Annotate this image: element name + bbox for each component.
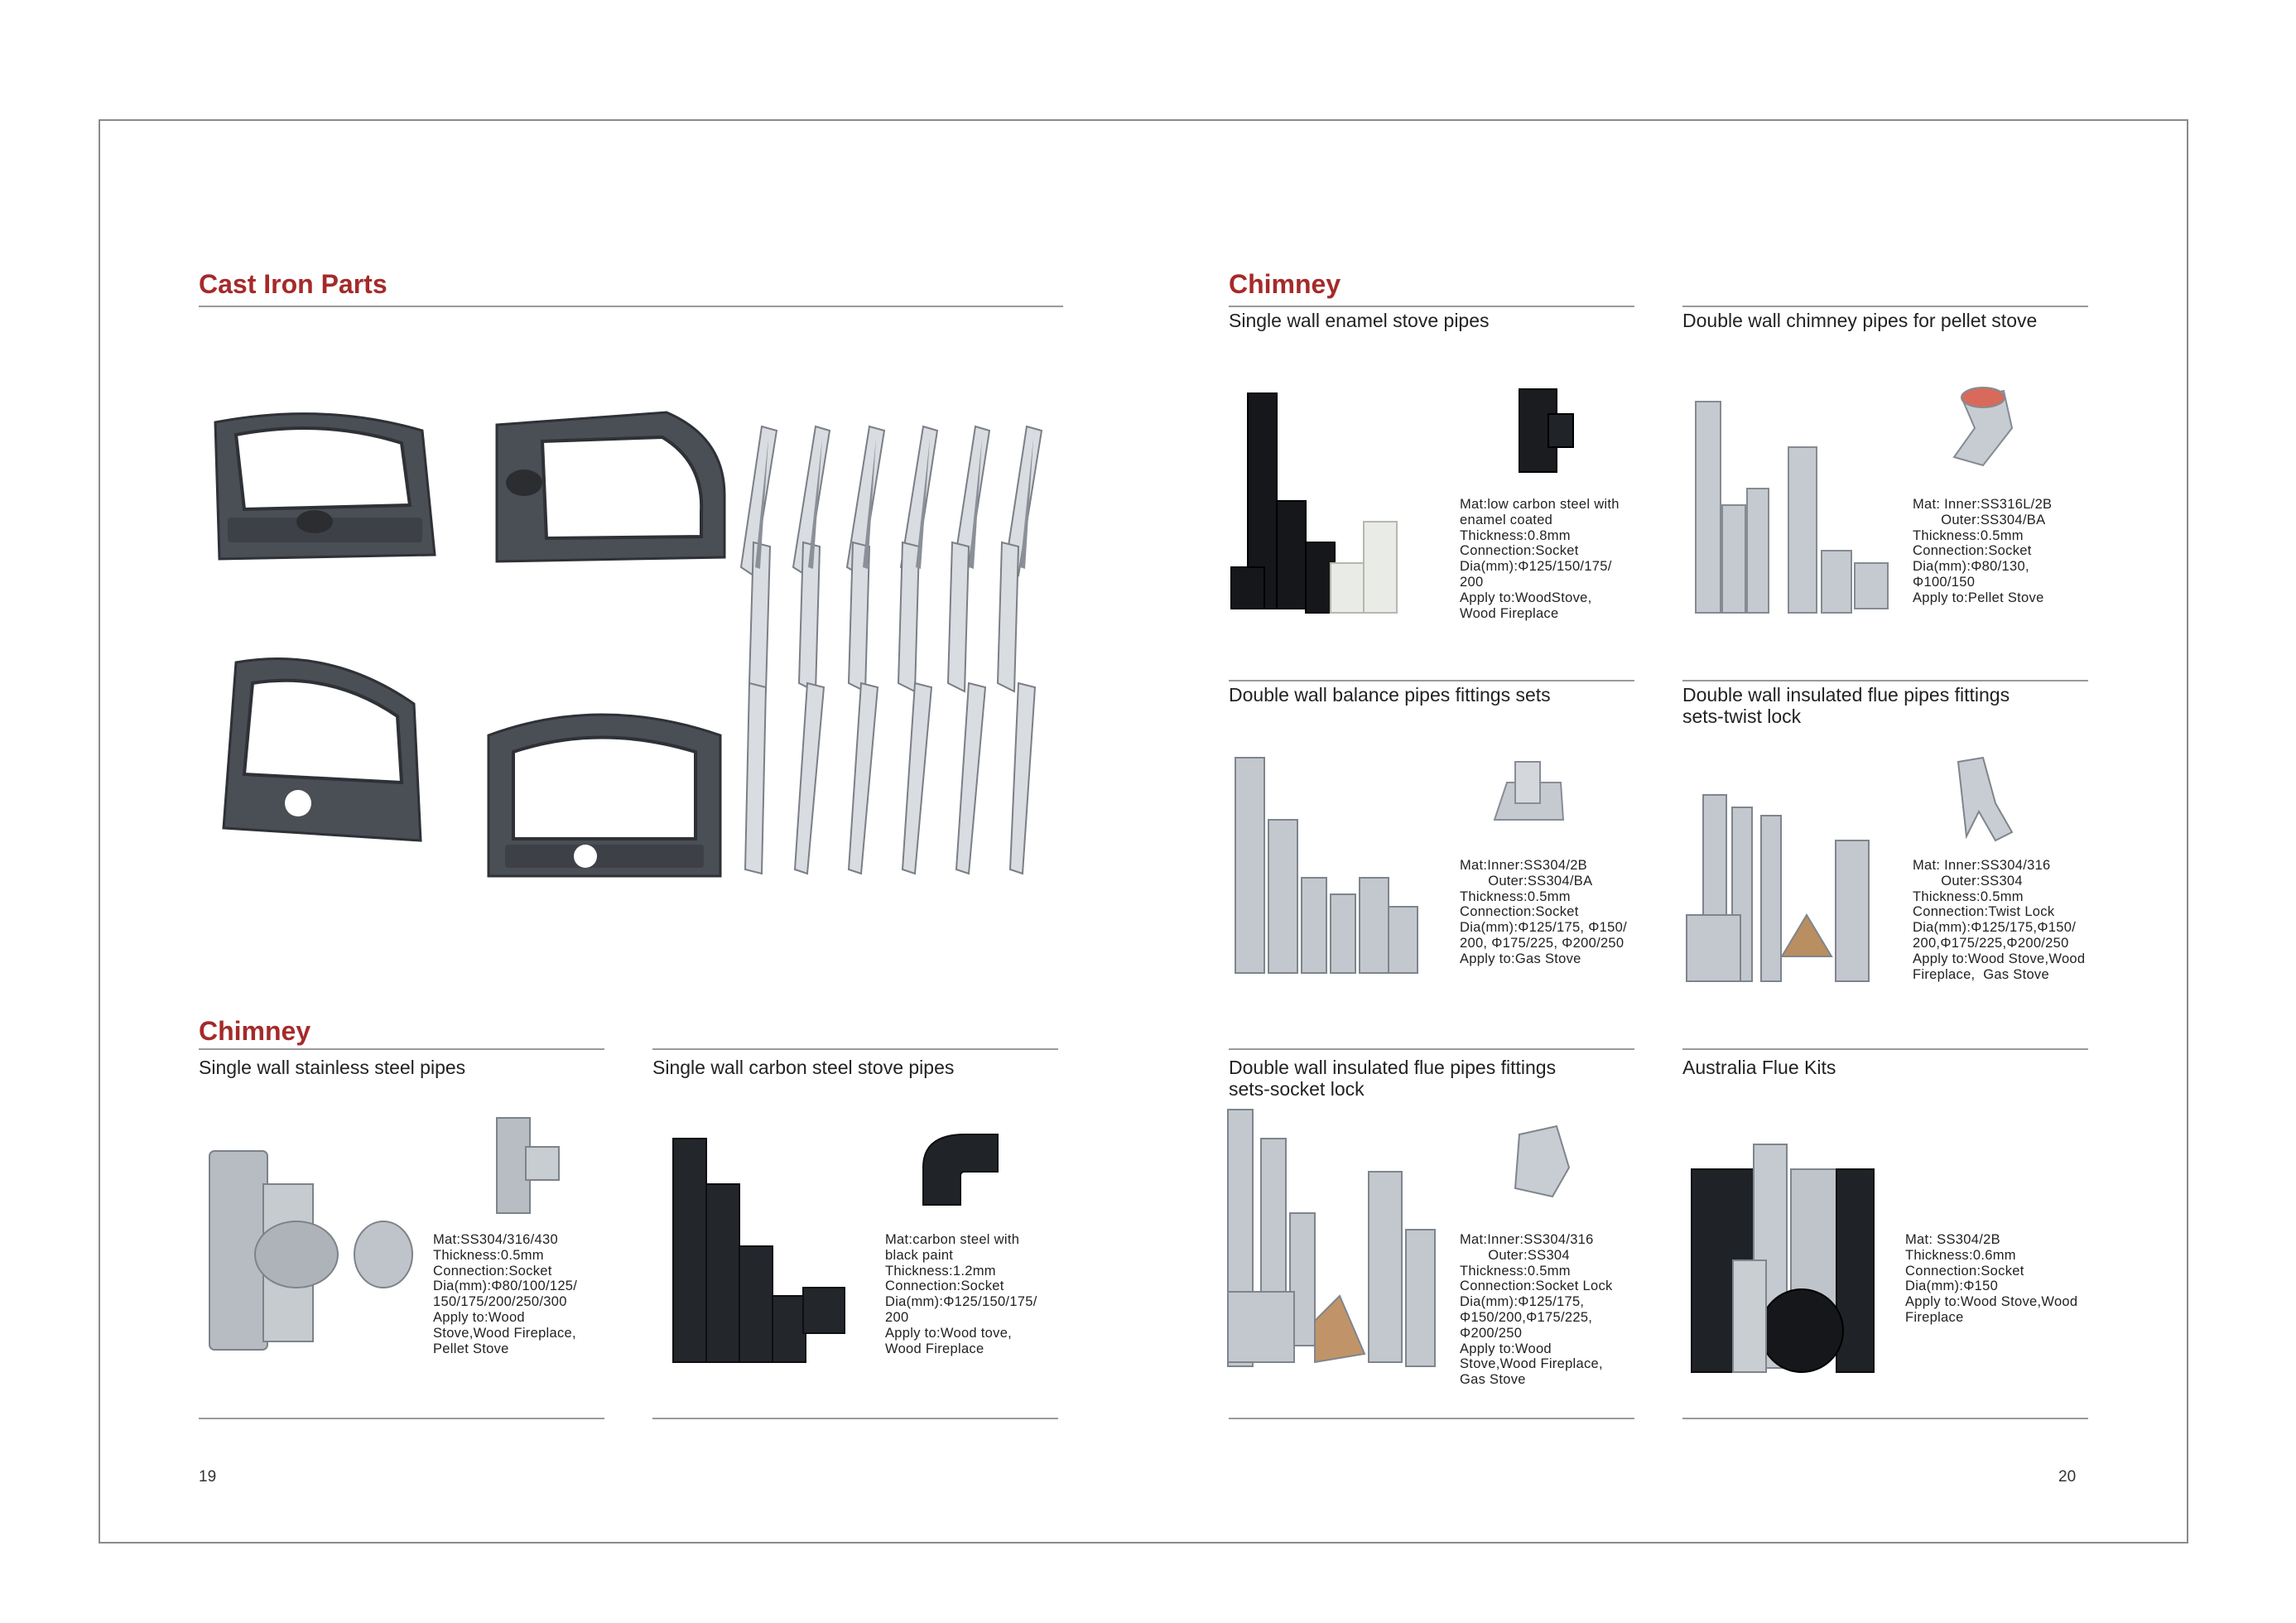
right-bottom-rule-2 (1682, 1418, 2088, 1419)
enamel-pipes-image (1227, 389, 1409, 621)
product-title-stainless-pipes: Single wall stainless steel pipes (199, 1057, 466, 1078)
cast-iron-grate-bars-image (737, 418, 1052, 882)
balance-pipes-image (1227, 754, 1422, 977)
right-rule-mid-1 (1229, 680, 1634, 681)
carbon-pipes-image (667, 1134, 861, 1366)
right-rule-mid-2 (1682, 680, 2088, 681)
spec-socket-lock-pipes: Mat:Inner:SS304/316 Outer:SS304 Thickness:0.5mm Connection:Socket Lock Dia(mm):Φ125/175, Φ150/200,Φ175/225, Φ200/250 Apply to:Wood Stove,Wood Fireplace, Gas Stove (1460, 1232, 1613, 1388)
pellet-elbow-image (1946, 383, 2016, 474)
product-title-pellet-pipes: Double wall chimney pipes for pellet stove (1682, 310, 2038, 331)
spec-balance-pipes: Mat:Inner:SS304/2B Outer:SS304/BA Thickness:0.5mm Connection:Socket Dia(mm):Φ125/175, Φ150/ 200, Φ175/225, Φ200/250 Apply to:Gas Stove (1460, 858, 1627, 966)
spec-twist-lock-pipes: Mat: Inner:SS304/316 Outer:SS304 Thickness:0.5mm Connection:Twist Lock Dia(mm):Φ125/175,Φ150/ 200,Φ175/225,Φ200/250 Apply to:Wood Stove,Wood Fireplace, Gas Stove (1913, 858, 2086, 982)
carbon-elbow-image (915, 1126, 1006, 1209)
right-bottom-rule-1 (1229, 1418, 1634, 1419)
spec-stainless-pipes: Mat:SS304/316/430 Thickness:0.5mm Connection:Socket Dia(mm):Φ80/100/125/ 150/175/200/250/300 Apply to:Wood Stove,Wood Fireplace, Pellet Stove (433, 1232, 578, 1356)
left-chimney-title: Chimney (199, 1016, 311, 1046)
product-title-australia-flue-kits: Australia Flue Kits (1682, 1057, 1836, 1078)
page-number-left: 19 (199, 1468, 217, 1486)
cast-iron-door-image-4 (484, 702, 724, 876)
product-title-twist-lock-pipes: Double wall insulated flue pipes fittings sets-twist lock (1682, 684, 2010, 727)
enamel-tee-image (1511, 385, 1577, 476)
stainless-tee-image (489, 1110, 563, 1217)
stainless-pipes-image (205, 1110, 412, 1358)
twist-lock-pipes-image (1682, 791, 1894, 985)
twist-lock-tee-image (1950, 754, 2016, 845)
product-title-enamel-pipes: Single wall enamel stove pipes (1229, 310, 1490, 331)
cast-iron-rule (199, 306, 1063, 307)
spec-pellet-pipes: Mat: Inner:SS316L/2B Outer:SS304/BA Thickness:0.5mm Connection:Socket Dia(mm):Φ80/130, Φ100/150 Apply to:Pellet Stove (1913, 497, 2053, 605)
page-number-right: 20 (2058, 1468, 2077, 1486)
cast-iron-door-image-1 (199, 406, 447, 563)
right-rule-low-2 (1682, 1048, 2088, 1050)
spec-australia-flue-kits: Mat: SS304/2B Thickness:0.6mm Connection:Socket Dia(mm):Φ150 Apply to:Wood Stove,Wood Fireplace (1905, 1232, 2078, 1325)
product-title-balance-pipes: Double wall balance pipes fittings sets (1229, 684, 1551, 706)
product-title-socket-lock-pipes: Double wall insulated flue pipes fittings sets-socket lock (1229, 1057, 1557, 1100)
cast-iron-door-image-2 (484, 404, 733, 566)
product-title-carbon-pipes: Single wall carbon steel stove pipes (652, 1057, 955, 1078)
socket-lock-pipes-image (1224, 1105, 1439, 1370)
pellet-pipes-image (1689, 397, 1896, 617)
left-chimney-rule-1 (199, 1048, 604, 1050)
socket-lock-elbow-image (1507, 1122, 1573, 1201)
spec-carbon-pipes: Mat:carbon steel with black paint Thickness:1.2mm Connection:Socket Dia(mm):Φ125/150/175/ 200 Apply to:Wood tove, Wood Fireplace (885, 1232, 1037, 1356)
australia-flue-kits-image (1687, 1128, 1878, 1376)
right-chimney-title: Chimney (1229, 269, 1341, 299)
spec-enamel-pipes: Mat:low carbon steel with enamel coated Thickness:0.8mm Connection:Socket Dia(mm):Φ125/150/175/ 200 Apply to:WoodStove, Wood Fireplace (1460, 497, 1620, 621)
left-chimney-rule-2 (652, 1048, 1058, 1050)
cast-iron-door-image-3 (215, 654, 422, 845)
left-bottom-rule-2 (652, 1418, 1058, 1419)
right-rule-low-1 (1229, 1048, 1634, 1050)
left-bottom-rule-1 (199, 1418, 604, 1419)
cast-iron-parts-title: Cast Iron Parts (199, 269, 387, 299)
balance-flashing-image (1490, 758, 1565, 824)
right-rule-top-2 (1682, 306, 2088, 307)
right-rule-top-1 (1229, 306, 1634, 307)
